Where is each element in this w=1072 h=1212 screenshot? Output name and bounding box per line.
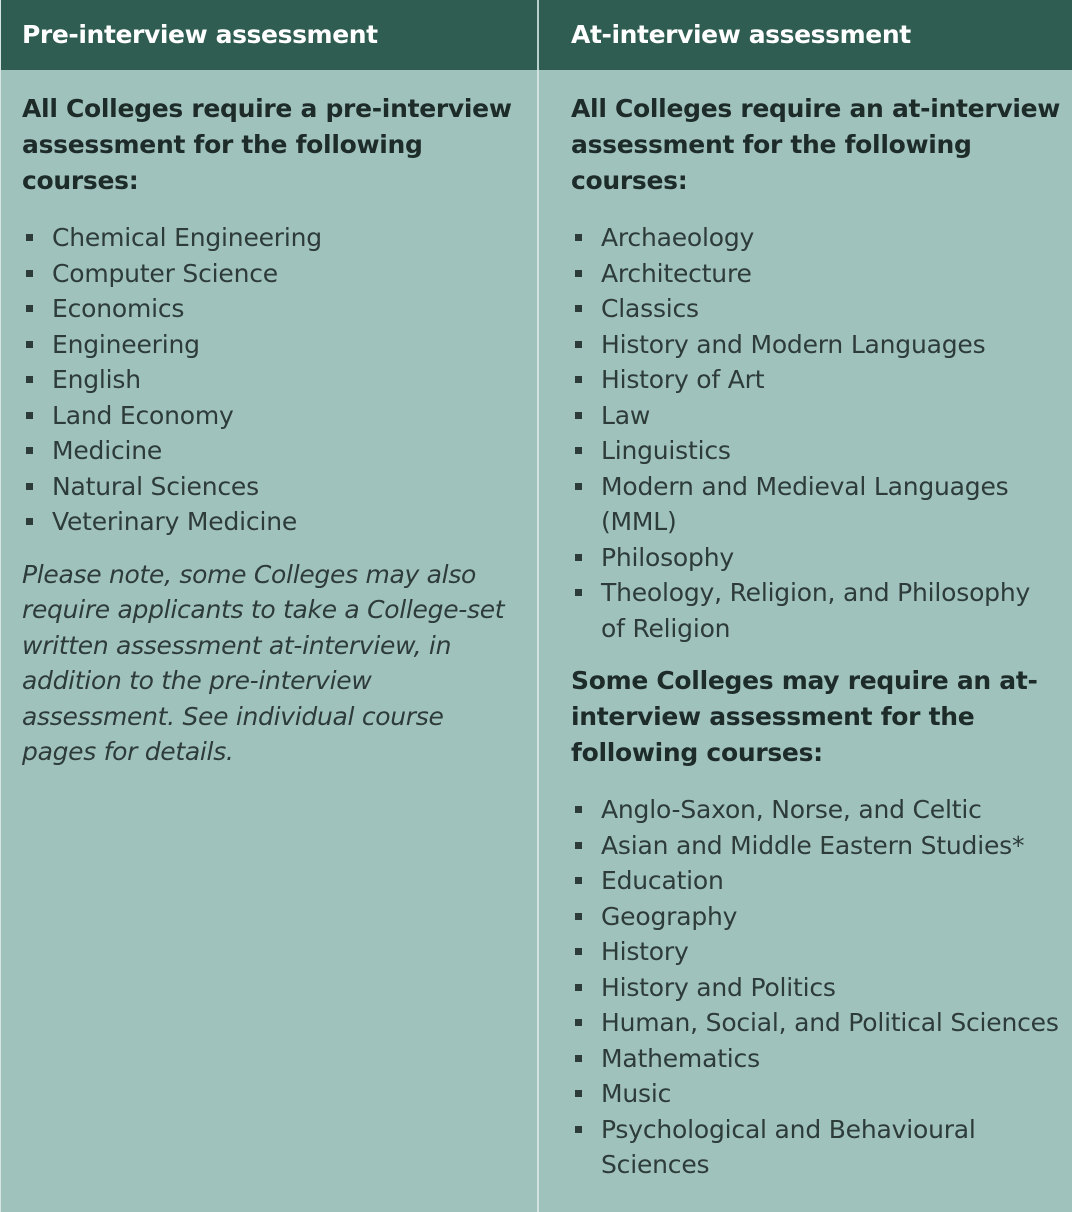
pre-interview-course-list [22,220,525,540]
list-item: History and Politics [571,970,1061,1006]
list-item: Geography [571,899,1061,935]
list-item: English [22,362,525,398]
pre-interview-heading: All Colleges require a pre-interview assessment for the following courses: [22,94,512,195]
list-item: Modern and Medieval Languages (MML) [571,469,1061,540]
at-interview-column-header: At-interview assessment [537,0,1072,70]
list-item: Natural Sciences [22,469,525,505]
at-interview-required-heading: All Colleges require an at-interview assessment for the following courses: [571,94,1061,195]
at-interview-optional-list [571,792,1061,1183]
list-item: Anglo-Saxon, Norse, and Celtic [571,792,1061,828]
pre-interview-column-header: Pre-interview assessment [1,0,537,70]
pre-interview-cell [1,70,537,1212]
pre-interview-note: Please note, some Colleges may also require applicants to take a College-set written assessment at-interview, in addition to the pre-interview assessment. See individual course pages for details. [22,559,505,766]
list-item: History of Art [571,362,1061,398]
list-item: History [571,934,1061,970]
at-interview-optional-heading: Some Colleges may require an at-interview assessment for the following courses: [571,666,1038,767]
list-item: Engineering [22,327,525,363]
at-interview-required-list [571,220,1061,646]
list-item: Education [571,863,1061,899]
list-item: Philosophy [571,540,1061,576]
list-item: Chemical Engineering [22,220,525,256]
list-item: History and Modern Languages [571,327,1061,363]
list-item: Land Economy [22,398,525,434]
list-item: Music [571,1076,1061,1112]
list-item: Asian and Middle Eastern Studies* [571,828,1061,864]
list-item: Human, Social, and Political Sciences [571,1005,1061,1041]
list-item: Economics [22,291,525,327]
list-item: Architecture [571,256,1061,292]
at-interview-cell [537,70,1072,1212]
list-item: Computer Science [22,256,525,292]
list-item: Theology, Religion, and Philosophy of Religion [571,575,1061,646]
list-item: Classics [571,291,1061,327]
list-item: Mathematics [571,1041,1061,1077]
list-item: Psychological and Behavioural Sciences [571,1112,1061,1183]
list-item: Medicine [22,433,525,469]
list-item: Archaeology [571,220,1061,256]
list-item: Law [571,398,1061,434]
list-item: Linguistics [571,433,1061,469]
list-item: Veterinary Medicine [22,504,525,540]
